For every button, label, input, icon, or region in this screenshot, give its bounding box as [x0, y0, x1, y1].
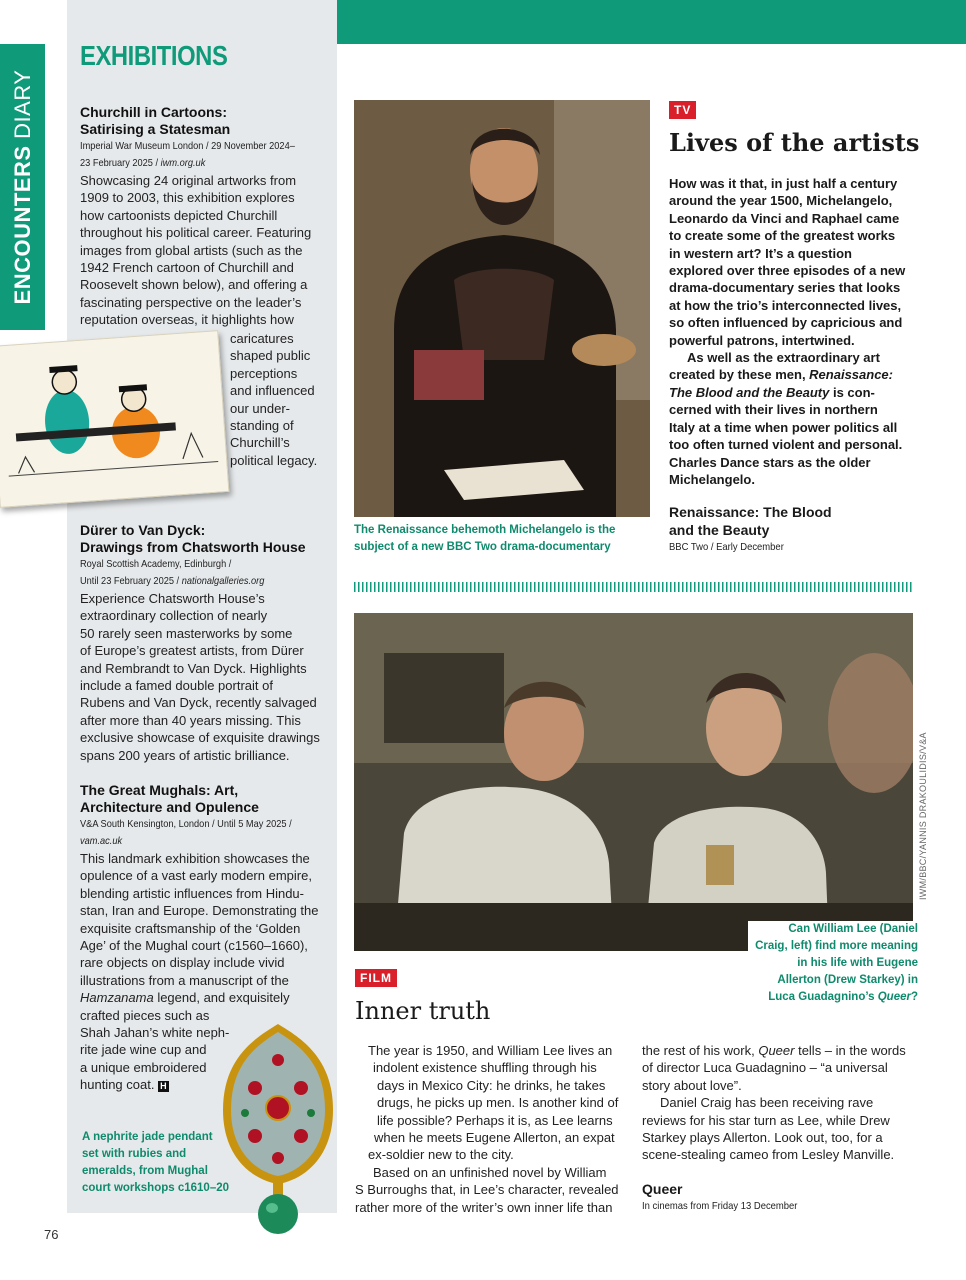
churchill-cartoon-image	[0, 330, 229, 508]
entry-meta: V&A South Kensington, London / Until 5 May 2025 / vam.ac.uk	[80, 818, 292, 847]
photo-credit: IWM/BBC/YANNIS DRAKOULIDIS/V&A	[918, 732, 928, 900]
film-tag: FILM	[355, 969, 397, 987]
entry-meta: Imperial War Museum London / 29 November 2024– 23 February 2025 / iwm.org.uk	[80, 140, 295, 169]
entry-title: Churchill in Cartoons: Satirising a Statesman	[80, 104, 231, 137]
entry-url[interactable]: nationalgalleries.org	[181, 575, 265, 587]
tv-show-meta: BBC Two / Early December	[669, 541, 784, 553]
entry-url[interactable]: iwm.org.uk	[160, 157, 206, 169]
entry-title: The Great Mughals: Art, Architecture and Opulence	[80, 782, 259, 815]
entry-body: Showcasing 24 original artworks from 1909 to 2003, this exhibition explores how cartoonists depicted Churchill throughout his political career. Featuring images from global artists (such as the 1942 French cartoon of Churchill and Roosevelt shown below), and offering a fascinating perspective on the leader’s reputation overseas, it highlights how	[80, 173, 312, 328]
tv-show-info	[669, 503, 919, 556]
portrait-drawing	[354, 100, 650, 517]
tv-show-title: Renaissance: The Blood and the Beauty	[669, 504, 832, 538]
entry-meta: Royal Scottish Academy, Edinburgh / Until 23 February 2025 / nationalgalleries.org	[80, 558, 265, 587]
entry-title: Dürer to Van Dyck: Drawings from Chatsworth House	[80, 522, 306, 555]
pendant-drawing	[215, 1018, 341, 1238]
tv-tag: TV	[669, 101, 696, 119]
film-still-drawing	[354, 613, 913, 951]
film-body-col2: the rest of his work, Queer tells – in the words of director Luca Guadagnino – “a universal story about love”. Daniel Craig has been receiving rave reviews for his star turn as Lee, while Drew Starkey plays Allerton. Look out, too, for a scene-stealing cameo from Lesley Manville.	[642, 1043, 906, 1163]
exhibition-entry	[80, 104, 330, 329]
exhibitions-heading: EXHIBITIONS	[80, 40, 228, 71]
entry-body-wrap: caricatures shaped public perceptions and influenced our under- standing of Churchill’s political legacy.	[230, 331, 318, 468]
top-color-band	[337, 0, 966, 44]
section-label: ENCOUNTERS DIARY	[10, 69, 35, 305]
cartoon-drawing	[0, 331, 228, 507]
pendant-caption: A nephrite jade pendant set with rubies and emeralds, from Mughal court workshops c1610–20	[82, 1131, 230, 1194]
film-image-caption: Can William Lee (Daniel Craig, left) find more meaning in his life with Eugene Allerton (Drew Starkey) in Luca Guadagnino’s Queer?	[748, 921, 918, 1006]
section-divider	[354, 582, 914, 592]
film-body-col1: The year is 1950, and William Lee lives an indolent existence shuffling through his days in Mexico City: he drinks, he takes drugs, he picks up men. Is another kind of life possible? Perhaps it is, as Lee learns when he meets Eugene Allerton, an expat ex-soldier new to the city. Based on an unfinished novel by William S Burroughs that, in Lee’s character, revealed rather more of the writer’s own inner life than	[355, 1043, 619, 1215]
jade-pendant-image	[215, 1018, 341, 1238]
page-number: 76	[44, 1227, 59, 1242]
end-mark-icon: H	[160, 1081, 167, 1092]
entry-url[interactable]: vam.ac.uk	[80, 835, 123, 847]
film-headline: Inner truth	[355, 997, 491, 1025]
film-show-info	[642, 1180, 912, 1215]
film-show-title: Queer	[642, 1181, 683, 1197]
michelangelo-portrait-image	[354, 100, 650, 517]
tv-headline: Lives of the artists	[669, 128, 920, 157]
exhibition-entry	[80, 522, 330, 764]
tv-body: How was it that, in just half a century around the year 1500, Michelangelo, Leonardo da Vinci and Raphael came to create some of the greatest works in western art? It’s a question explored over three episodes of a new drama-documentary series that looks at how the trio’s interconnected lives, so often influenced by capricious and powerful patrons, intertwined. As well as the extraordinary art created by these men, Renaissance: The Blood and the Beauty is con- cerned with their lives in northern Italy at a time when power politics all too often turned violent and personal. Charles Dance stars as the older Michelangelo.	[669, 176, 906, 487]
tv-image-caption: The Renaissance behemoth Michelangelo is the subject of a new BBC Two drama-documentary	[354, 524, 616, 553]
film-show-meta: In cinemas from Friday 13 December	[642, 1200, 798, 1212]
queer-film-still-image	[354, 613, 913, 951]
entry-body: This landmark exhibition showcases the opulence of a vast early modern empire, blending artistic influences from Hindu- stan, Iran and Europe. Demonstrating the exquisite craftsmanship of the ‘Golden Age’ of the Mughal court (c1560–1660), rare objects on display include vivid illustrations from a manuscript of the Hamzanama legend, and exquisitely crafted pieces such as Shah Jahan’s white neph- rite jade wine cup and a unique embroidered hunting coat. H	[80, 851, 319, 1093]
entry-body: Experience Chatsworth House’s extraordinary collection of nearly 50 rarely seen masterworks by some of Europe’s greatest artists, from Dürer and Rembrandt to Van Dyck. Highlights include a famed double portrait of Rubens and Van Dyck, recently salvaged after more than 40 years missing. This exclusive showcase of exquisite drawings spans 200 years of artistic brilliance.	[80, 591, 320, 763]
